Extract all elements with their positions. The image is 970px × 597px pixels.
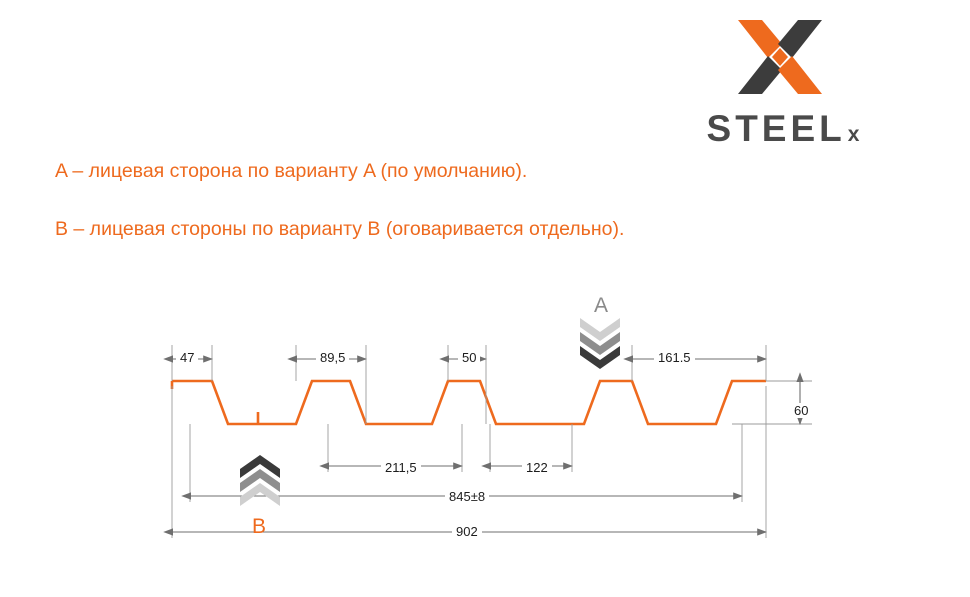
dimension-label-161-5: 161.5 (654, 350, 695, 365)
note-variant-b: B – лицевая стороны по варианту B (оговаривается отдельно). (55, 218, 625, 240)
dimension-label-47: 47 (176, 350, 198, 365)
dimension-label-211-5: 211,5 (381, 460, 421, 475)
marker-a-label: A (594, 294, 609, 317)
dimension-label-50: 50 (458, 350, 480, 365)
marker-b-chevrons-icon (240, 455, 280, 506)
witness-lines (172, 345, 812, 538)
logo-text-steel: STEEL (706, 108, 846, 149)
logo-text-x-superscript: x (847, 123, 860, 146)
dimension-label-89-5: 89,5 (316, 350, 349, 365)
marker-a-chevrons-icon (580, 318, 620, 369)
dimension-label-60: 60 (790, 403, 812, 418)
marker-b-label: B (252, 515, 267, 538)
note-variant-a: A – лицевая сторона по варианту A (по умолчанию). (55, 160, 528, 182)
dimension-label-845: 845±8 (445, 489, 489, 504)
profile-outline (172, 381, 766, 424)
dimension-label-902: 902 (452, 524, 482, 539)
dimension-label-122: 122 (522, 460, 552, 475)
